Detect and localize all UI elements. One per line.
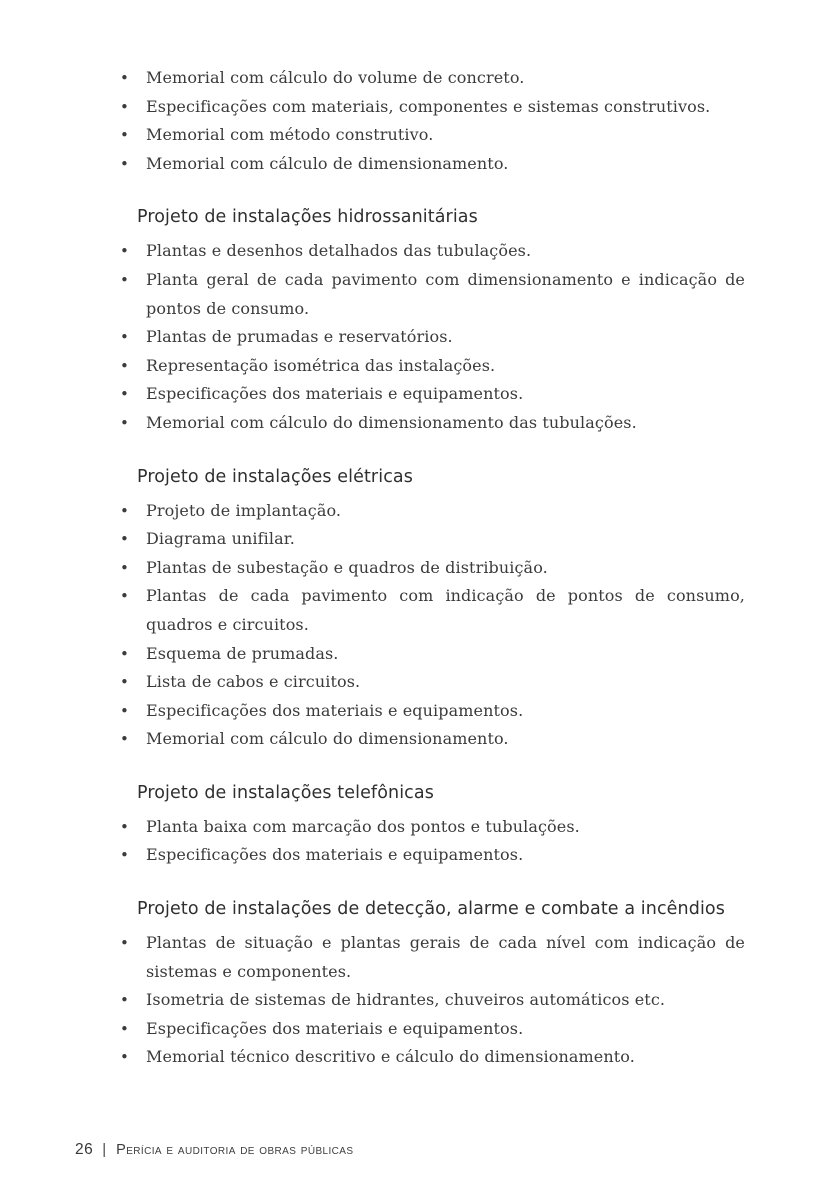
list-item: • Representação isométrica das instalações. bbox=[146, 352, 745, 381]
page-footer bbox=[75, 1141, 353, 1159]
list-item: • Especificações dos materiais e equipamentos. bbox=[146, 841, 745, 870]
list-item: • Plantas de prumadas e reservatórios. bbox=[146, 323, 745, 352]
document-section bbox=[120, 202, 745, 437]
list-item: • Plantas de subestação e quadros de distribuição. bbox=[146, 554, 745, 583]
list-item: • Plantas de cada pavimento com indicação de pontos de consumo, quadros e circuitos. bbox=[146, 582, 745, 639]
list-item: • Projeto de implantação. bbox=[146, 497, 745, 526]
document-section bbox=[120, 64, 745, 178]
section-list bbox=[120, 64, 745, 178]
document-section bbox=[120, 462, 745, 754]
list-item: • Especificações com materiais, componentes e sistemas construtivos. bbox=[146, 93, 745, 122]
page-number: 26 bbox=[75, 1141, 94, 1158]
document-section bbox=[120, 778, 745, 870]
section-list bbox=[120, 929, 745, 1072]
list-item: • Memorial técnico descritivo e cálculo do dimensionamento. bbox=[146, 1043, 745, 1072]
section-list bbox=[120, 813, 745, 870]
list-item: • Especificações dos materiais e equipamentos. bbox=[146, 1015, 745, 1044]
section-heading: Projeto de instalações de detecção, alarme e combate a incêndios bbox=[137, 899, 725, 920]
section-heading: Projeto de instalações elétricas bbox=[137, 466, 413, 487]
list-item: • Memorial com cálculo do dimensionamento. bbox=[146, 725, 745, 754]
document-section bbox=[120, 894, 745, 1072]
list-item: • Memorial com cálculo do dimensionamento das tubulações. bbox=[146, 409, 745, 438]
list-item: • Plantas de situação e plantas gerais de cada nível com indicação de sistemas e componentes. bbox=[146, 929, 745, 986]
list-item: • Planta geral de cada pavimento com dimensionamento e indicação de pontos de consumo. bbox=[146, 266, 745, 323]
section-list bbox=[120, 497, 745, 754]
list-item: • Especificações dos materiais e equipamentos. bbox=[146, 697, 745, 726]
list-item: • Lista de cabos e circuitos. bbox=[146, 668, 745, 697]
list-item: • Especificações dos materiais e equipamentos. bbox=[146, 380, 745, 409]
list-item: • Isometria de sistemas de hidrantes, chuveiros automáticos etc. bbox=[146, 986, 745, 1015]
list-item: • Esquema de prumadas. bbox=[146, 640, 745, 669]
list-item: • Plantas e desenhos detalhados das tubulações. bbox=[146, 237, 745, 266]
section-heading: Projeto de instalações telefônicas bbox=[137, 782, 434, 803]
list-item: • Memorial com método construtivo. bbox=[146, 121, 745, 150]
list-item: • Memorial com cálculo do volume de concreto. bbox=[146, 64, 745, 93]
footer-book-title: Perícia e auditoria de obras públicas bbox=[116, 1142, 354, 1158]
section-heading: Projeto de instalações hidrossanitárias bbox=[137, 207, 478, 228]
section-list bbox=[120, 237, 745, 437]
list-item: • Planta baixa com marcação dos pontos e tubulações. bbox=[146, 813, 745, 842]
footer-separator: | bbox=[102, 1141, 107, 1158]
list-item: • Memorial com cálculo de dimensionamento. bbox=[146, 150, 745, 179]
list-item: • Diagrama unifilar. bbox=[146, 525, 745, 554]
